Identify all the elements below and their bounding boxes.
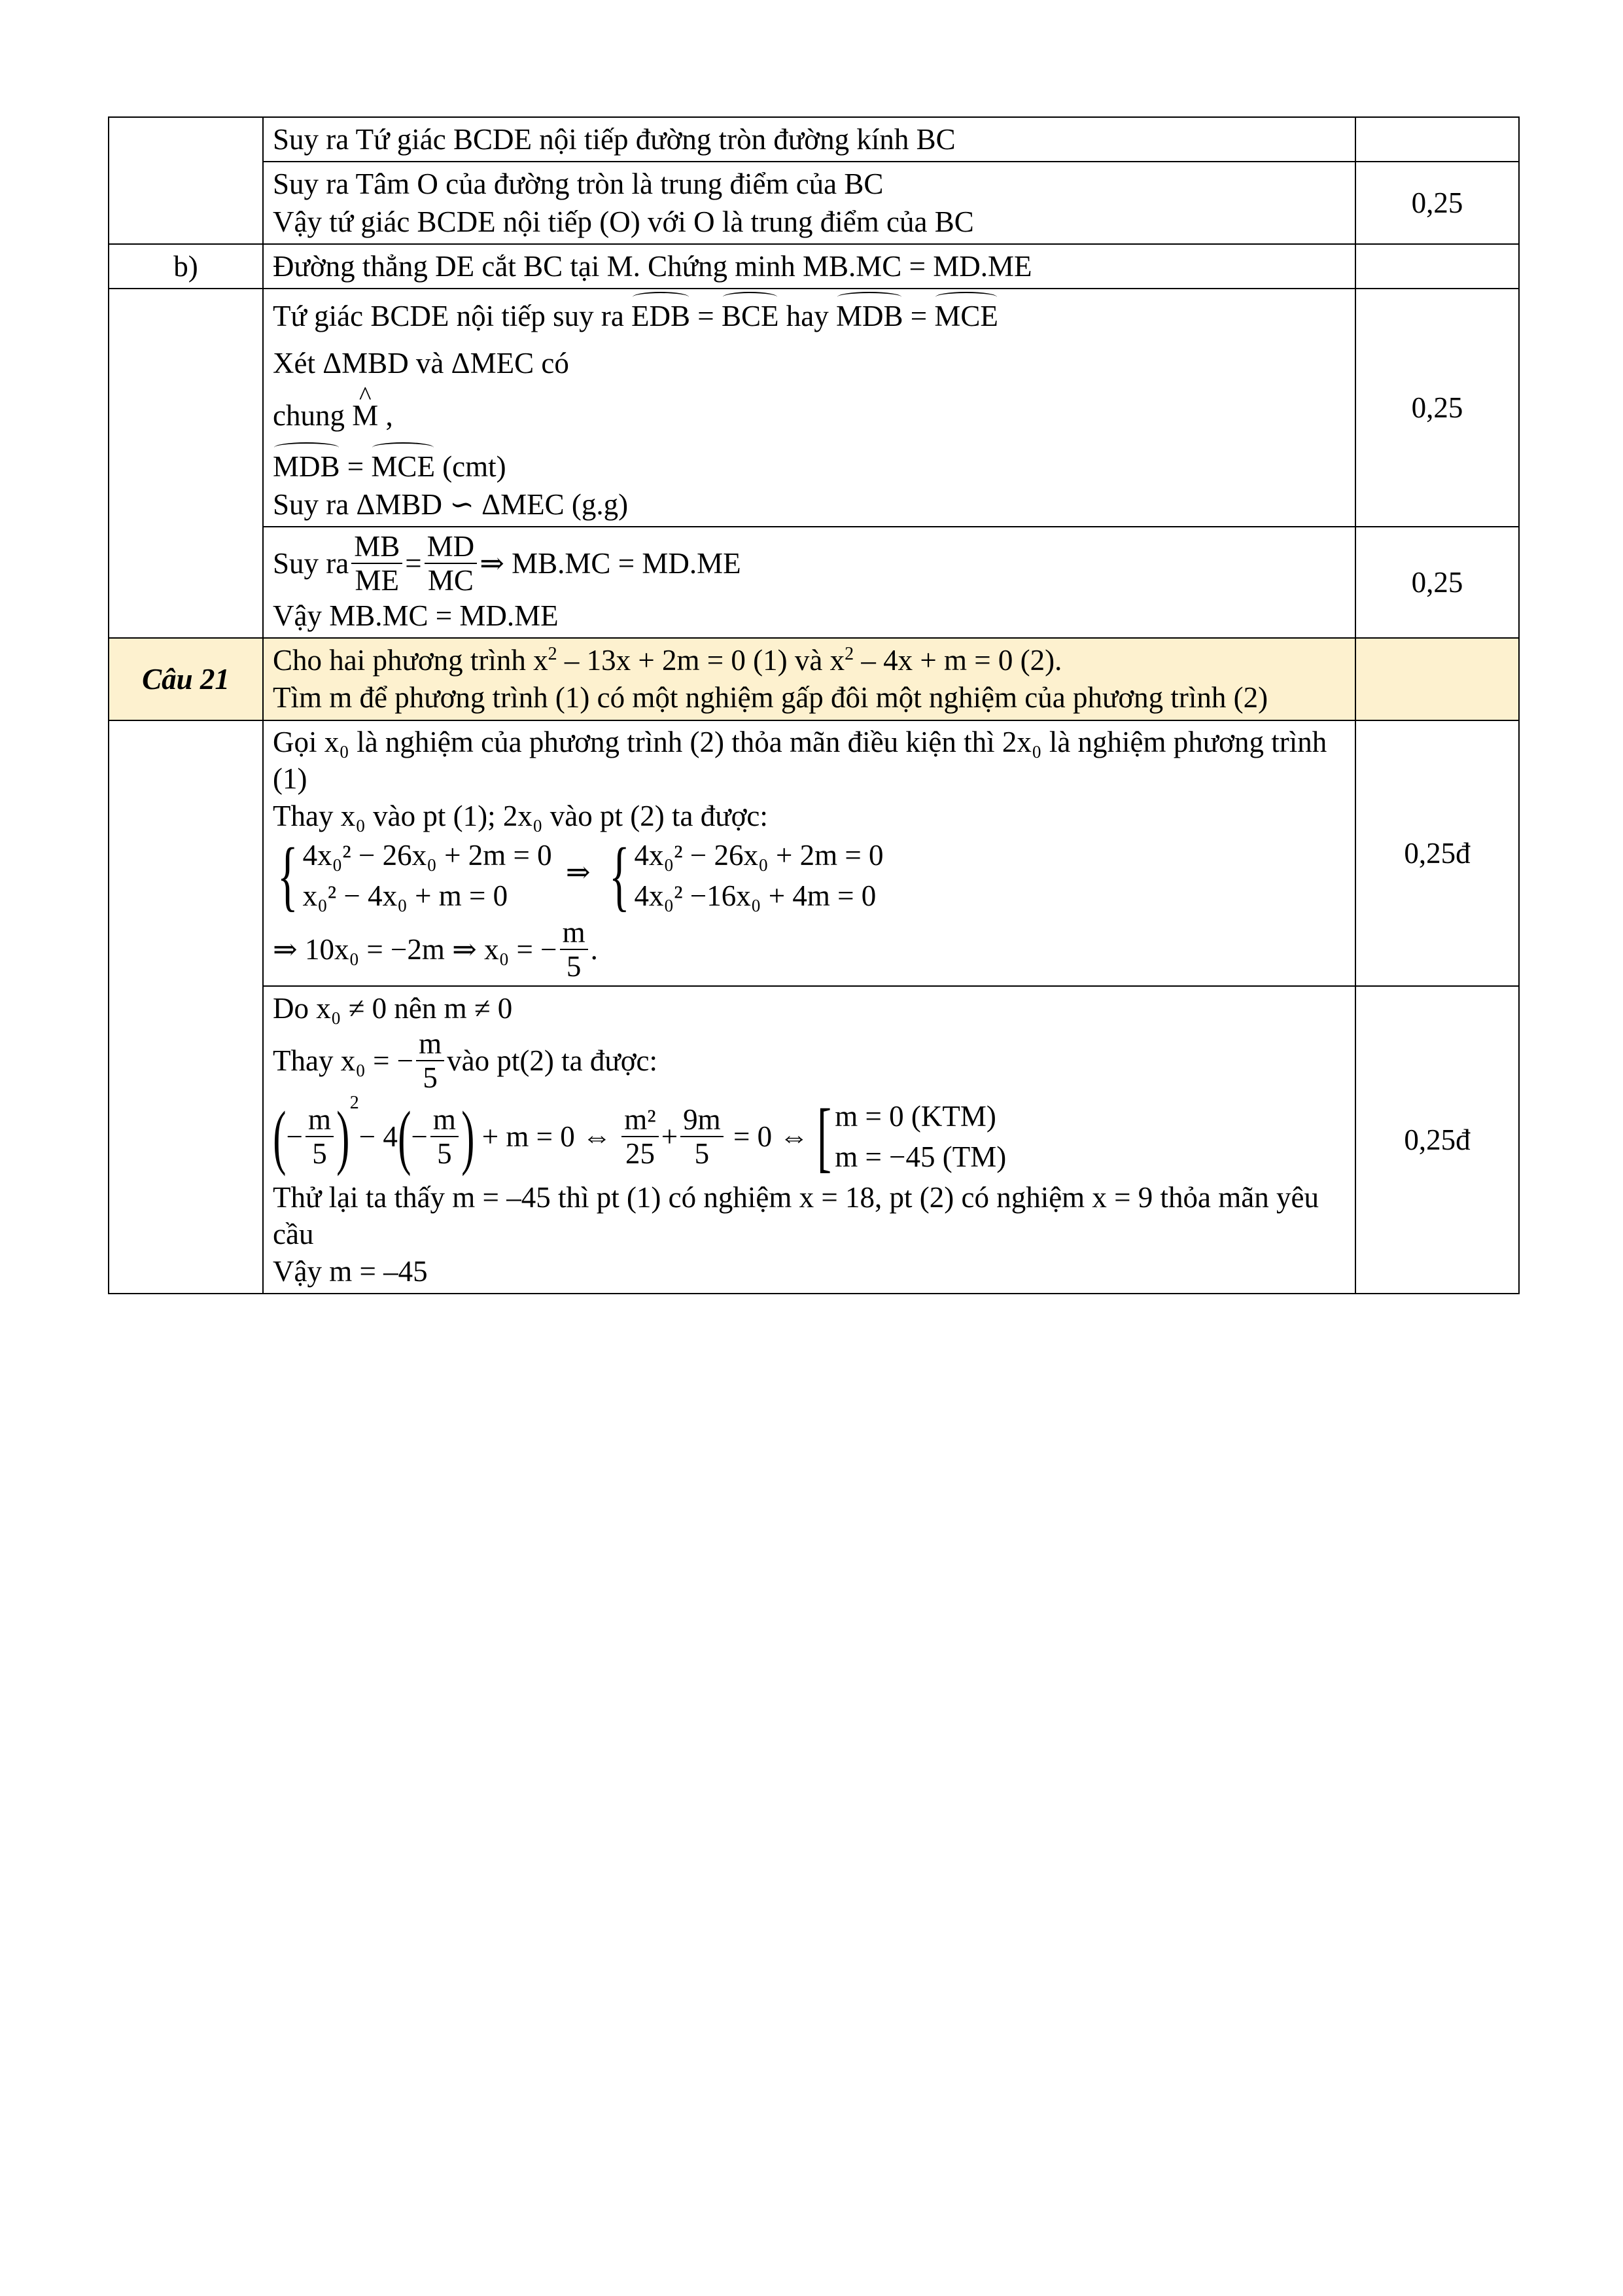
brace-icon: {	[277, 832, 298, 919]
content-cell	[263, 720, 1355, 986]
text-line	[273, 916, 1346, 983]
text-line	[273, 448, 1346, 486]
text-fragment: Thay x₀ = −	[273, 1044, 414, 1077]
angle-mce: MCE	[371, 448, 435, 486]
equation: 4x₀² − 26x₀ + 2m = 0	[634, 839, 884, 872]
content-cell	[263, 162, 1355, 244]
text-fragment: Suy ra	[273, 547, 349, 580]
bracket-icon: [	[817, 1093, 832, 1180]
paren-icon: )	[461, 1097, 475, 1176]
system-1	[273, 832, 552, 919]
text-fragment: = 0 ⇔	[725, 1120, 809, 1153]
row-8	[109, 986, 1519, 1294]
brace-icon: {	[608, 832, 630, 919]
text-fragment: −	[286, 1120, 304, 1153]
angle-m: ^ M	[352, 397, 378, 434]
numerator: m	[416, 1027, 444, 1061]
denominator: 5	[437, 1137, 452, 1170]
question-statement	[263, 638, 1355, 720]
system-2	[604, 832, 884, 919]
row-3	[109, 244, 1519, 289]
text-fragment: Tứ giác BCDE nội tiếp suy ra	[273, 300, 632, 332]
text-line: Vậy MB.MC = MD.ME	[273, 599, 559, 632]
numerator: m	[560, 916, 588, 950]
equals-sign: =	[690, 300, 722, 332]
exponent: 2	[548, 644, 557, 664]
numerator: MB	[351, 530, 402, 564]
denominator: ME	[355, 564, 400, 597]
text-fragment: hay	[778, 300, 836, 332]
fraction-m-5	[560, 916, 588, 983]
score-cell: 0,25	[1355, 527, 1519, 638]
equals-sign: =	[903, 300, 935, 332]
text-line: Suy ra ΔMBD ∽ ΔMEC (g.g)	[273, 488, 629, 521]
fraction-9m-5	[680, 1103, 724, 1170]
text-fragment: vào pt(2) ta được:	[447, 1044, 658, 1077]
text-line: Xét ΔMBD và ΔMEC có	[273, 347, 569, 380]
content-cell	[263, 244, 1355, 289]
text-line	[273, 1027, 1346, 1094]
label-cell-c	[109, 720, 263, 1294]
denominator: 5	[694, 1137, 710, 1170]
text-line	[273, 641, 1346, 679]
text-line: Vậy tứ giác BCDE nội tiếp (O) với O là trung điểm của BC	[273, 205, 974, 238]
angle-edb: EDB	[631, 297, 690, 335]
equation-system-line	[273, 832, 1346, 919]
text-fragment: (cmt)	[434, 450, 506, 483]
text-line: Tìm m để phương trình (1) có một nghiệm gấp đôi một nghiệm của phương trình (2)	[273, 681, 1268, 714]
text-fragment: ⇒ 10x₀ = −2m ⇒ x₀ = −	[273, 933, 557, 966]
text-line	[273, 397, 1346, 434]
equation-line: ( − $\frac{m}{5}$ ) 2 − 4 ( − $\frac{m}{5}$ ) + m = 0 ⇔ $\frac{\text{m²}}{25}$ + $\frac{9m}{5}$ = 0 ⇔ [ m = 0 (KTM) m = −45 (TM)	[273, 1093, 1007, 1180]
angle-bce: BCE	[722, 297, 779, 335]
part-label: b)	[109, 244, 263, 289]
exponent: 2	[845, 644, 854, 664]
fraction-m2-25	[621, 1103, 659, 1170]
text-line: Gọi x₀ là nghiệm của phương trình (2) thỏa mãn điều kiện thì 2x₀ là nghiệm phương trình (1)	[273, 726, 1327, 795]
equals-sign: =	[340, 450, 372, 483]
text-line: Suy ra Tứ giác BCDE nội tiếp đường tròn đường kính BC	[273, 123, 956, 156]
equation: 4x₀² −16x₀ + 4m = 0	[634, 879, 877, 912]
row-2	[109, 162, 1519, 244]
question-label: Câu 21	[109, 638, 263, 720]
angle-mdb: MDB	[273, 448, 340, 486]
fraction-m-5	[430, 1103, 459, 1170]
text-line: Suy ra Tâm O của đường tròn là trung điểm của BC	[273, 168, 884, 200]
denominator: 5	[423, 1061, 438, 1094]
fraction-m-5	[305, 1103, 334, 1170]
score-cell	[1355, 117, 1519, 162]
text-line: Vậy m = –45	[273, 1255, 428, 1288]
text-fragment: – 4x + m = 0 (2).	[854, 644, 1062, 677]
label-cell-b	[109, 289, 263, 638]
score-cell	[1355, 638, 1519, 720]
text-fragment: + m = 0 ⇔	[474, 1120, 620, 1153]
numerator: m	[430, 1103, 459, 1137]
text-fragment: Cho hai phương trình x	[273, 644, 548, 677]
angle-mdb: MDB	[836, 297, 903, 335]
text-line: Thay x₀ vào pt (1); 2x₀ vào pt (2) ta được:	[273, 800, 768, 832]
denominator: 25	[625, 1137, 655, 1170]
angle-mce: MCE	[934, 297, 998, 335]
numerator: MD	[425, 530, 478, 564]
implies-sign: ⇒	[565, 856, 591, 889]
paren-icon: )	[336, 1097, 350, 1176]
fraction-md-mc	[425, 530, 478, 597]
text-fragment: −	[411, 1120, 428, 1153]
text-line: Do x₀ ≠ 0 nên m ≠ 0	[273, 992, 513, 1025]
content-cell	[263, 289, 1355, 527]
plus-sign: +	[661, 1120, 678, 1153]
text-fragment: ⇒ MB.MC = MD.ME	[480, 547, 741, 580]
denominator: MC	[427, 564, 474, 597]
equation: x₀² − 4x₀ + m = 0	[302, 879, 508, 912]
case-1: m = 0 (KTM)	[835, 1100, 996, 1133]
row-1	[109, 117, 1519, 162]
row-5	[109, 527, 1519, 638]
text-line	[273, 292, 1346, 335]
text-fragment: – 13x + 2m = 0 (1) và x	[557, 644, 845, 677]
paren-icon: (	[273, 1097, 287, 1176]
numerator: 9m	[680, 1103, 724, 1137]
text-fragment: .	[590, 933, 598, 966]
fraction-mb-me	[351, 530, 402, 597]
row-7	[109, 720, 1519, 986]
text-fragment: ,	[378, 399, 393, 432]
score-cell: 0,25đ	[1355, 986, 1519, 1294]
score-cell: 0,25	[1355, 162, 1519, 244]
label-cell-a	[109, 117, 263, 244]
numerator: m²	[621, 1103, 659, 1137]
denominator: 5	[312, 1137, 327, 1170]
content-cell	[263, 117, 1355, 162]
content-cell	[263, 527, 1355, 638]
case-bracket	[814, 1093, 1007, 1180]
denominator: 5	[566, 950, 582, 983]
content-cell	[263, 986, 1355, 1294]
row-question-21	[109, 638, 1519, 720]
row-4	[109, 289, 1519, 527]
part-statement: Đường thẳng DE cắt BC tại M. Chứng minh MB.MC = MD.ME	[273, 250, 1032, 283]
score-cell: 0,25đ	[1355, 720, 1519, 986]
score-cell	[1355, 244, 1519, 289]
numerator: m	[305, 1103, 334, 1137]
equation: 4x₀² − 26x₀ + 2m = 0	[302, 839, 552, 872]
fraction-m-5	[416, 1027, 444, 1094]
text-fragment: − 4	[358, 1120, 398, 1153]
text-fragment: chung	[273, 399, 353, 432]
equals-sign: =	[405, 547, 422, 580]
text-line: Thử lại ta thấy m = –45 thì pt (1) có nghiệm x = 18, pt (2) có nghiệm x = 9 thỏa mãn yêu cầu	[273, 1181, 1319, 1250]
paren-icon: (	[398, 1097, 411, 1176]
case-2: m = −45 (TM)	[835, 1140, 1007, 1173]
score-cell: 0,25	[1355, 289, 1519, 527]
solution-table	[108, 116, 1520, 1294]
text-line	[273, 530, 1346, 597]
